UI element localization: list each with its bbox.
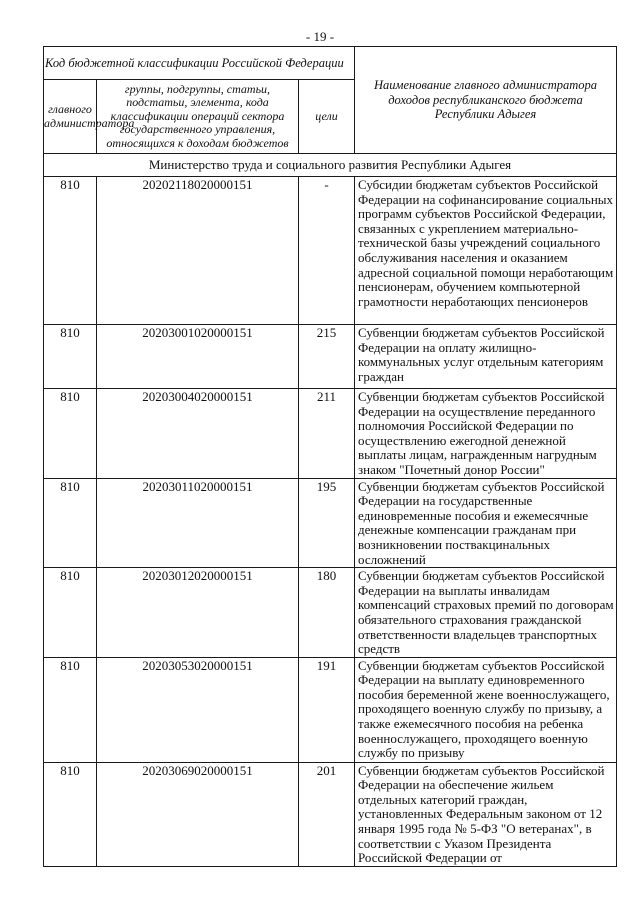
revenue-code-cell: 20203011020000151 xyxy=(97,478,299,568)
target-code-cell: 191 xyxy=(299,657,355,762)
classification-title: Код бюджетной классификации Российской Федерации xyxy=(44,47,355,80)
target-code-cell: - xyxy=(299,177,355,325)
admin-code-cell: 810 xyxy=(44,325,97,389)
name-column-header: Наименование главного администратора доходов республиканского бюджета Республики Адыгея xyxy=(355,47,617,154)
description-cell: Субвенции бюджетам субъектов Российской Федерации на оплату жилищно-коммунальных услуг отдельным категориям граждан xyxy=(355,325,617,389)
header-row-top xyxy=(44,47,617,80)
target-code-cell: 201 xyxy=(299,762,355,866)
section-row xyxy=(44,154,617,177)
revenue-code-cell: 20203069020000151 xyxy=(97,762,299,866)
group-column-header: группы, подгруппы, статьи, подстатьи, элемента, кода классификации операций сектора государственного управления, относящихся к доходам бюджетов xyxy=(97,80,299,154)
admin-code-cell: 810 xyxy=(44,389,97,479)
revenue-code-cell: 20203053020000151 xyxy=(97,657,299,762)
admin-code-cell: 810 xyxy=(44,177,97,325)
table-row xyxy=(44,657,617,762)
description-cell: Субвенции бюджетам субъектов Российской Федерации на выплаты инвалидам компенсаций страховых премий по договорам обязательного страхования гражданской ответственности владельцев транспортных средств xyxy=(355,568,617,658)
page-number: - 19 - xyxy=(305,29,335,44)
revenue-code-cell: 20203004020000151 xyxy=(97,389,299,479)
admin-column-header: главного администратора xyxy=(44,80,97,154)
revenue-code-cell: 20203012020000151 xyxy=(97,568,299,658)
description-cell: Субвенции бюджетам субъектов Российской Федерации на государственные единовременные пособия и ежемесячные денежные компенсации гражданам при возникновении поствакцинальных осложнений xyxy=(355,478,617,568)
budget-classification-table xyxy=(43,46,617,867)
target-column-header: цели xyxy=(299,80,355,154)
table-row xyxy=(44,389,617,479)
table-row xyxy=(44,177,617,325)
description-cell: Субвенции бюджетам субъектов Российской Федерации на осуществление переданного полномочия Российской Федерации по осуществлению ежегодной денежной выплаты лицам, награжденным нагрудным знаком "Почетный донор России" xyxy=(355,389,617,479)
admin-code-cell: 810 xyxy=(44,568,97,658)
target-code-cell: 195 xyxy=(299,478,355,568)
target-code-cell: 211 xyxy=(299,389,355,479)
revenue-code-cell: 20203001020000151 xyxy=(97,325,299,389)
table-row xyxy=(44,478,617,568)
target-code-cell: 180 xyxy=(299,568,355,658)
table-row xyxy=(44,325,617,389)
target-code-cell: 215 xyxy=(299,325,355,389)
admin-code-cell: 810 xyxy=(44,478,97,568)
section-title: Министерство труда и социального развития Республики Адыгея xyxy=(44,154,617,177)
revenue-code-cell: 20202118020000151 xyxy=(97,177,299,325)
table-row xyxy=(44,762,617,866)
admin-code-cell: 810 xyxy=(44,657,97,762)
admin-code-cell: 810 xyxy=(44,762,97,866)
table-row xyxy=(44,568,617,658)
description-cell: Субвенции бюджетам субъектов Российской Федерации на выплату единовременного пособия беременной жене военнослужащего, проходящего военную службу по призыву, а также ежемесячного пособия на ребенка военнослужащего, проходящего военную службу по призыву xyxy=(355,657,617,762)
description-cell: Субсидии бюджетам субъектов Российской Федерации на софинансирование социальных программ субъектов Российской Федерации, связанных с укреплением материально-технической базы учреждений социального обслуживания населения и оказанием адресной социальной помощи неработающим пенсионерам, обучением компьютерной грамотности неработающих пенсионеров xyxy=(355,177,617,325)
description-cell: Субвенции бюджетам субъектов Российской Федерации на обеспечение жильем отдельных категорий граждан, установленных Федеральным законом от 12 января 1995 года № 5-ФЗ "О ветеранах", в соответствии с Указом Президента Российской Федерации от xyxy=(355,762,617,866)
